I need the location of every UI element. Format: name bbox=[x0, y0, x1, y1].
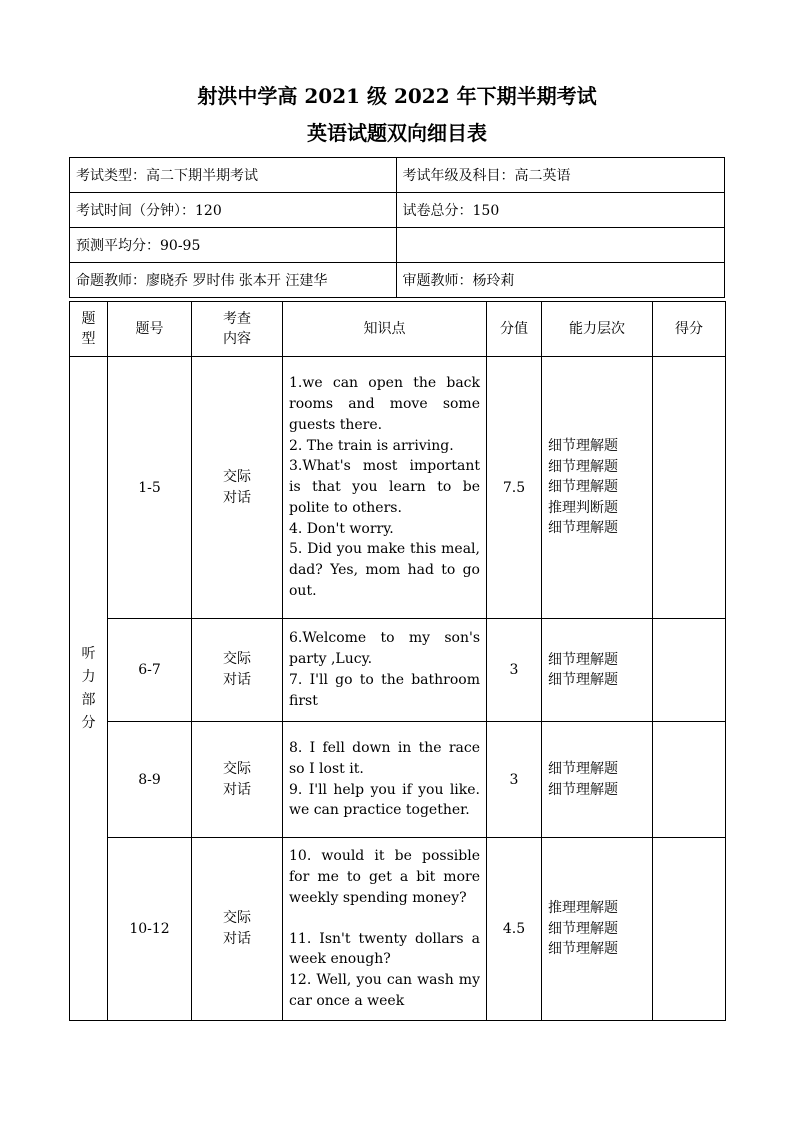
document-subtitle: 英语试题双向细目表 bbox=[307, 121, 487, 145]
header-number: 题号 bbox=[108, 302, 192, 357]
header-row bbox=[70, 302, 726, 357]
ability-levels: 细节理解题 细节理解题 细节理解题 推理判断题 细节理解题 bbox=[542, 357, 653, 619]
points-cell bbox=[653, 619, 726, 722]
header-score: 分值 bbox=[487, 302, 542, 357]
question-number: 1-5 bbox=[108, 357, 192, 619]
section-listening: 听 力 部 分 bbox=[70, 357, 108, 1021]
setting-teachers: 命题教师：廖晓乔 罗时伟 张本开 汪建华 bbox=[70, 263, 397, 298]
content-type: 交际 对话 bbox=[192, 838, 283, 1021]
exam-type: 考试类型：高二下期半期考试 bbox=[70, 158, 397, 193]
review-teacher: 审题教师：杨玲莉 bbox=[396, 263, 725, 298]
header-type: 题 型 bbox=[70, 302, 108, 357]
score-value: 3 bbox=[487, 722, 542, 838]
table-row bbox=[70, 838, 726, 1021]
knowledge-points: 8. I fell down in the race so I lost it. 9. I'll help you if you like. we can practice together. bbox=[283, 722, 487, 838]
question-number: 8-9 bbox=[108, 722, 192, 838]
total-score: 试卷总分：150 bbox=[396, 193, 725, 228]
empty-cell bbox=[396, 228, 725, 263]
points-cell bbox=[653, 838, 726, 1021]
knowledge-points: 10. would it be possible for me to get a bit more weekly spending money? 11. Isn't twenty dollars a week enough? 12. Well, you can wash my car once a week bbox=[283, 838, 487, 1021]
header-knowledge: 知识点 bbox=[283, 302, 487, 357]
question-number: 10-12 bbox=[108, 838, 192, 1021]
header-points: 得分 bbox=[653, 302, 726, 357]
score-value: 7.5 bbox=[487, 357, 542, 619]
ability-levels: 细节理解题 细节理解题 bbox=[542, 619, 653, 722]
content-type: 交际 对话 bbox=[192, 619, 283, 722]
exam-duration: 考试时间（分钟）：120 bbox=[70, 193, 397, 228]
table-row bbox=[70, 722, 726, 838]
header-ability: 能力层次 bbox=[542, 302, 653, 357]
score-value: 4.5 bbox=[487, 838, 542, 1021]
score-value: 3 bbox=[487, 619, 542, 722]
grade-subject: 考试年级及科目：高二英语 bbox=[396, 158, 725, 193]
table-row bbox=[70, 357, 726, 619]
knowledge-points: 6.Welcome to my son's party ,Lucy. 7. I'll go to the bathroom first bbox=[283, 619, 487, 722]
detail-table bbox=[69, 301, 726, 1021]
points-cell bbox=[653, 357, 726, 619]
question-number: 6-7 bbox=[108, 619, 192, 722]
points-cell bbox=[653, 722, 726, 838]
knowledge-points: 1.we can open the back rooms and move some guests there. 2. The train is arriving. 3.What's most important is that you learn to be polite to others. 4. Don't worry. 5. Did you make this meal, dad? Yes, mom had to go out. bbox=[283, 357, 487, 619]
ability-levels: 推理理解题 细节理解题 细节理解题 bbox=[542, 838, 653, 1021]
content-type: 交际 对话 bbox=[192, 722, 283, 838]
expected-average: 预测平均分：90-95 bbox=[70, 228, 397, 263]
table-row bbox=[70, 619, 726, 722]
exam-info-table bbox=[69, 157, 725, 298]
document-title: 射洪中学高 2021 级 2022 年下期半期考试 bbox=[197, 84, 597, 108]
header-content: 考查 内容 bbox=[192, 302, 283, 357]
content-type: 交际 对话 bbox=[192, 357, 283, 619]
ability-levels: 细节理解题 细节理解题 bbox=[542, 722, 653, 838]
